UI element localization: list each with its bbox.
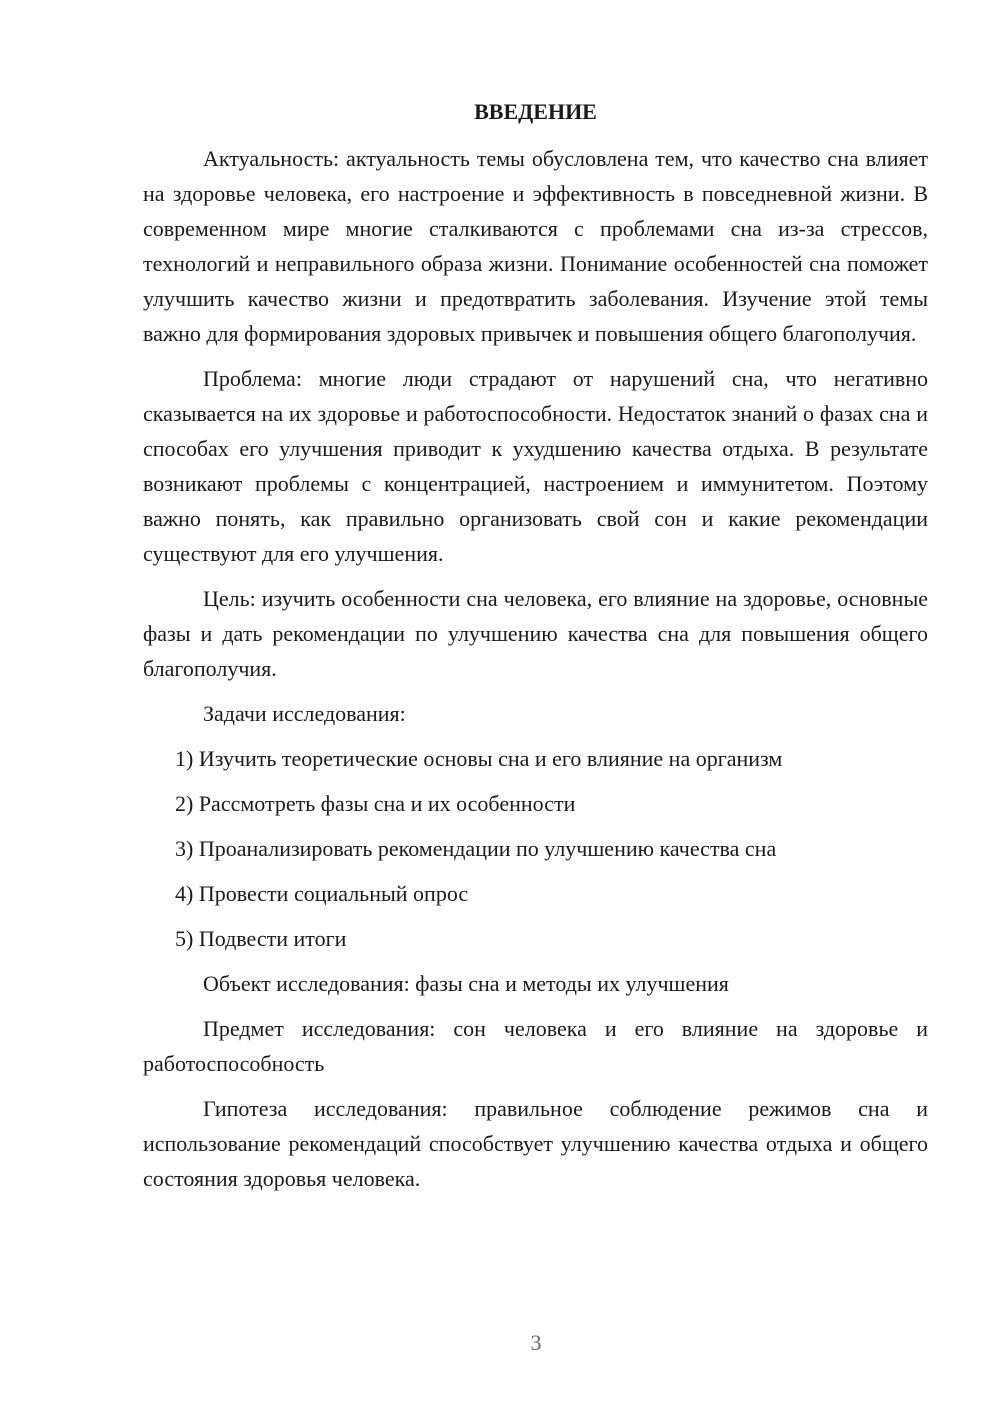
subject-paragraph: Предмет исследования: сон человека и его влияние на здоровье и работоспособность	[143, 1016, 928, 1076]
hypothesis-paragraph: Гипотеза исследования: правильное соблюдение режимов сна и использование рекомендаций способствует улучшению качества отдыха и общего состояния здоровья человека.	[143, 1096, 928, 1191]
object-paragraph: Объект исследования: фазы сна и методы их улучшения	[203, 971, 729, 996]
relevance-paragraph: Актуальность: актуальность темы обусловлена тем, что качество сна влияет на здоровье человека, его настроение и эффективность в повседневной жизни. В современном мире многие сталкиваются с проблемами сна из-за стрессов, технологий и неправильного образа жизни. Понимание особенностей сна поможет улучшить качество жизни и предотвратить заболевания. Изучение этой темы важно для формирования здоровых привычек и повышения общего благополучия.	[143, 146, 928, 346]
tasks-list	[143, 741, 928, 956]
page-content	[143, 94, 928, 1206]
page-number: 3	[530, 1330, 542, 1355]
list-item: 1) Изучить теоретические основы сна и его влияние на организм	[175, 746, 783, 771]
goal-paragraph: Цель: изучить особенности сна человека, его влияние на здоровье, основные фазы и дать рекомендации по улучшению качества сна для повышения общего благополучия.	[143, 586, 928, 681]
list-item: 4) Провести социальный опрос	[175, 881, 469, 906]
problem-paragraph: Проблема: многие люди страдают от нарушений сна, что негативно сказывается на их здоровье и работоспособности. Недостаток знаний о фазах сна и способах его улучшения приводит к ухудшению качества отдыха. В результате возникают проблемы с концентрацией, настроением и иммунитетом. Поэтому важно понять, как правильно организовать свой сон и какие рекомендации существуют для его улучшения.	[143, 366, 928, 566]
list-item: 2) Рассмотреть фазы сна и их особенности	[175, 791, 576, 816]
list-item: 3) Проанализировать рекомендации по улучшению качества сна	[175, 836, 777, 861]
page-title: ВВЕДЕНИЕ	[474, 99, 597, 124]
list-item: 5) Подвести итоги	[175, 926, 347, 951]
tasks-heading: Задачи исследования:	[203, 701, 406, 726]
